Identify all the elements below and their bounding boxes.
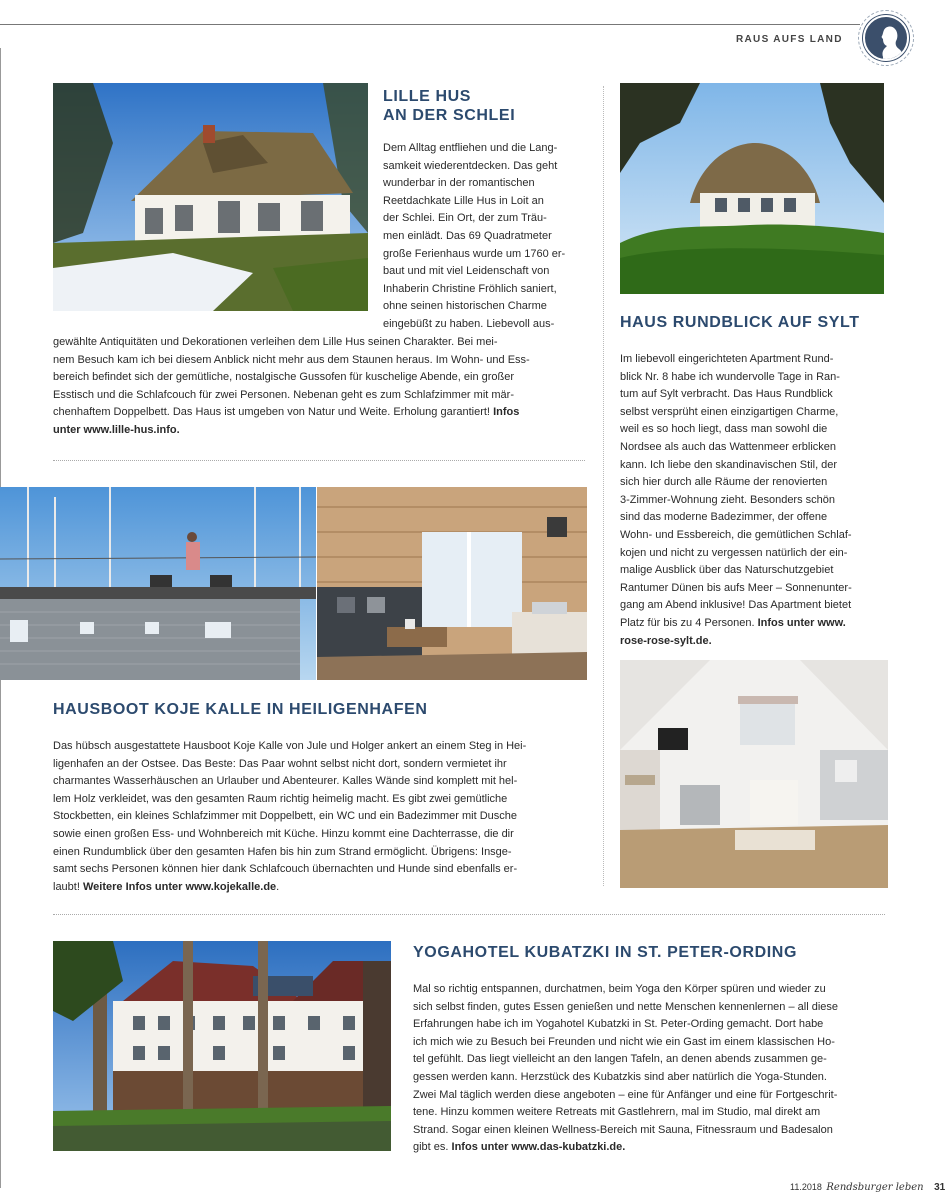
sylt-title: HAUS RUNDBLICK AUF SYLT [620,314,860,331]
sylt-text: Im liebevoll eingerichteten Apartment Rund- blick Nr. 8 habe ich wundervolle Tage in Ran- tum auf Sylt verbracht. Das Haus Rundblick selbst versprüht einen einzigartigen Charme, weil es so hoch liegt, dass man sowohl die Nordsee als auch das Wattenmeer erblicken kann. Ich liebe den skandinavischen Stil, der sich hier durch alle Räume der renovierten 3-Zimmer-Wohnung zieht. Besonders schön sind das moderne Badezimmer, der offene Wohn- und Essbereich, die gemütlichen Schlaf- kojen und nicht zu vergessen natürlich der ein- malige Ausblick über das Naturschutzgebiet Rantumer Dünen bis aufs Meer – Sonnenunter- gang am Abend inklusive! Das Apartment bietet Platz für bis zu 4 Personen. Infos unter www. rose-rose-sylt.de. [620,353,852,647]
separator [53,914,885,915]
column-divider [603,86,604,886]
yogahotel-title: YOGAHOTEL KUBATZKI IN ST. PETER-ORDING [413,944,797,961]
lille-hus-text-narrow: Dem Alltag entfliehen und die Lang- samkeit wiederentdecken. Das geht wunderbar in der romantischen Reetdachkate Lille Hus in Loit an der Schlei. Ein Ort, der zum Träu- men einlädt. Das 69 Quadratmeter große Ferienhaus wurde um 1760 er- baut und mit viel Leidenschaft von Inhaberin Christine Fröhlich saniert, ohne seinen historischen Charme eingebüßt zu haben. Liebevoll aus- [383,142,566,330]
yogahotel-text: Mal so richtig entspannen, durchatmen, beim Yoga den Körper spüren und wieder zu sich selbst finden, gutes Essen genießen und nette Menschen kennenlernen – all diese Erfahrungen habe ich im Yogahotel Kubatzki in St. Peter-Ording gemacht. Dort habe ich mich wie zu Besuch bei Freunden und nicht wie ein Gast im einem klassischen Ho- tel gefühlt. Das liegt vielleicht an den langen Tafeln, an denen abends zusammen ge- gessen werden kann. Herzstück des Kubatzkis sind aber natürlich die Yoga-Stunden. Zwei Mal täglich werden diese angeboten – eine für Anfänger und eine für Fortgeschrit- tene. Hinzu kommen weitere Retreats mit Gastlehrern, mal im Studio, mal direkt am Strand. Sogar einen kleinen Wellness-Bereich mit Sauna, Fitnessraum und Badesalon gibt es. Infos unter www.das-kubatzki.de. [413,983,839,1154]
hausboot-title: HAUSBOOT KOJE KALLE IN HEILIGENHAFEN [53,701,428,718]
hausboot-text: Das hübsch ausgestattete Hausboot Koje Kalle von Jule und Holger ankert an einem Steg in Hei- ligenhafen an der Ostsee. Das Beste: Das Paar wohnt selbst nicht dort, sondern vermietet ihr charmantes Wasserhäuschen an Urlauber und Abenteurer. Kalles Wände sind komplett mit hel- lem Holz verkleidet, was den gesamten Raum richtig heimelig macht. Es gibt zwei gemütliche Stockbetten, ein kleines Schlafzimmer mit Doppelbett, ein WC und ein Badezimmer mit Dusche sowie einen großen Ess- und Wohnbereich mit Küche. Hinzu kommt eine Dachterrasse, die dir einen Rundumblick über den gesamten Hafen bis hin zum Strand ermöglicht. Übrigens: Insge- samt sechs Personen können hier dank Schlafcouch übernachten und Hunde sind ebenfalls er- laubt! Weitere Infos unter www.kojekalle.de. [53,740,527,893]
yogahotel-photo [53,941,391,1151]
hausboot-info: Weitere Infos unter www.kojekalle.de [82,880,277,893]
page-number: 31 [934,1182,945,1193]
lille-hus-title: LILLE HUS AN DER SCHLEI [383,88,516,124]
sylt-photo [620,83,884,294]
magazine-brand: Rendsburger leben [826,1182,924,1193]
lille-hus-photo [53,83,368,311]
lille-hus-text-wide: gewählte Antiquitäten und Dekorationen verleihen dem Lille Hus seinen Charakter. Bei mei- nem Besuch kam ich bei diesem Anblick nicht mehr aus dem Staunen heraus. Im Wohn- und Ess- bereich befindet sich der gemütliche, nostalgische Gussofen für kuschelige Abende, ein großer Esstisch und die Schlafcouch für zwei Personen. Nebenan geht es zum Schlafzimmer mit mär- chenhaftem Doppelbett. Das Haus ist umgeben von Natur und Weite. Erholung garantiert! Infos unter www.lille-hus.info. [53,336,530,436]
hausboot-interior-photo [317,487,587,680]
issue-date: 11.2018 [790,1182,822,1192]
sylt-info-url: rose-rose-sylt.de. [620,634,712,647]
hausboot-exterior-photo [0,487,316,680]
separator [53,460,585,461]
header-rule [0,24,860,25]
page-footer [790,1182,945,1193]
lille-hus-info: Infos [493,406,520,419]
lille-hus-info-url: unter www.lille-hus.info. [53,423,180,436]
silhouette-portrait-icon [858,10,914,66]
yogahotel-info: Infos unter www.das-kubatzki.de. [451,1141,626,1154]
sylt-info: Infos unter www. [757,616,846,629]
section-label: RAUS AUFS LAND [736,34,843,45]
sylt-interior-photo [620,660,888,888]
